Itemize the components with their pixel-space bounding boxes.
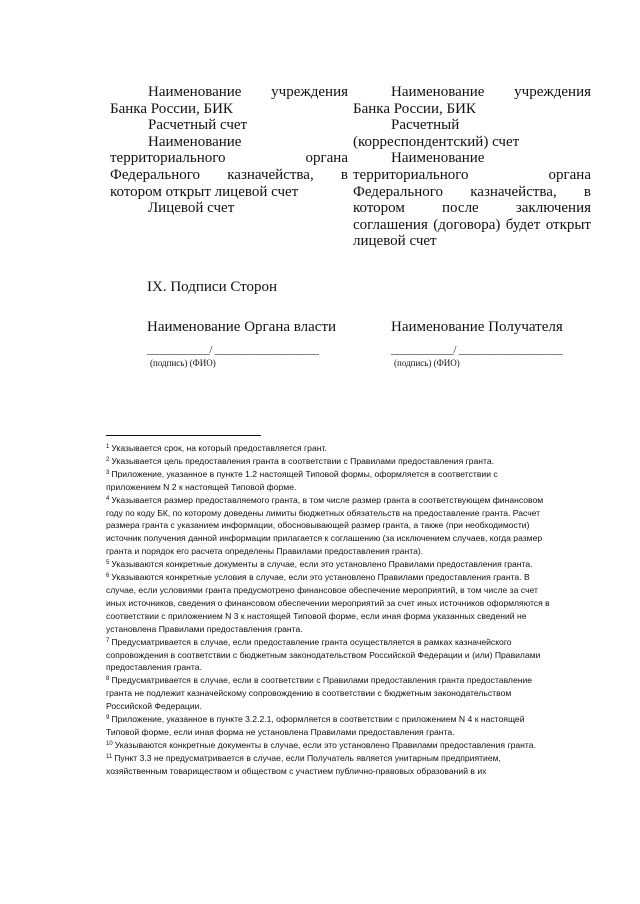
footnote <box>106 713 554 739</box>
signature-line-authority: ____________/ ____________________ <box>147 344 319 356</box>
bank-name-label-cont: Банка России, БИК <box>110 100 233 117</box>
footnote-text: Предусматривается в случае, если в соответствии с Правилами предоставления гранта предоставление гранта не подлежит казначейскому сопровождению в соответствии с бюджетным законодательством Российской Федерации. <box>106 675 533 712</box>
footnote <box>106 739 554 752</box>
footnote-text: Предусматривается в случае, если предоставление гранта осуществляется в рамках казначейского сопровождения в соответствии с бюджетным законодательством Российской Федерации и (или) Правилами предоставления гранта. <box>106 636 541 673</box>
bank-name-label: Наименование учреждения <box>148 84 348 100</box>
footnote-number: 3 <box>106 469 110 476</box>
bank-name-label: Наименование учреждения <box>391 84 591 100</box>
personal-account-label: Лицевой счет <box>148 200 235 217</box>
footnote-number: 4 <box>106 495 110 502</box>
treasury-label: Наименование <box>391 150 485 167</box>
footnote-number: 1 <box>106 444 110 450</box>
signature-caption-recipient: (подпись) (ФИО) <box>394 358 460 368</box>
treasury-label-cont: соглашения (договора) будет открыт <box>353 216 591 233</box>
treasury-label-cont: лицевой счет <box>353 233 437 250</box>
footnote-text: Указываются конкретные документы в случае, если это установлено Правилами предоставления гранта. <box>111 559 533 570</box>
footnote <box>106 468 554 494</box>
treasury-label-cont: территориального органа <box>110 150 348 167</box>
footnote-text: Приложение, указанное в пункте 1.2 настоящей Типовой формы, оформляется в соответствии с приложением N 2 к настоящей Типовой форме. <box>106 468 498 492</box>
footnote-number: 7 <box>106 637 110 644</box>
footnote-number: 8 <box>106 676 110 683</box>
signatory-recipient-name: Наименование Получателя <box>391 319 563 335</box>
recipient-requisites-left <box>110 84 348 217</box>
footnote-text: Указываются конкретные условия в случае, если это установлено Правилами предоставления гранта. В случае, если условиями гранта предусмотрено финансовое обеспечение мероприятий, в том числе за счет иных источников, сведения о финансовом обеспечении мероприятий за счет иных источников оформляются в соответствии с приложением N 3 к настоящей Типовой форме, если иная форма указанных сведений не установлена Правилами предоставления гранта. <box>106 572 550 634</box>
footnote-text: Пункт 3.3 не предусматривается в случае, если Получатель является унитарным предприятием, хозяйственным товариществом и обществом с участием публично-правовых образований в их <box>106 752 501 776</box>
settlement-account-label: Расчетный счет <box>148 117 248 134</box>
footnote-number: 6 <box>106 573 110 580</box>
footnote-text: Указывается срок, на который предоставляется грант. <box>111 443 327 453</box>
footnote-number: 2 <box>106 456 110 463</box>
bank-name-label-cont: Банка России, БИК <box>353 100 476 117</box>
footnote <box>106 636 554 675</box>
footnotes <box>106 442 554 778</box>
signatory-authority-name: Наименование Органа власти <box>147 319 337 335</box>
treasury-label-cont: территориального органа <box>353 166 591 183</box>
settlement-account-label: Расчетный <box>391 117 460 134</box>
settlement-account-label-cont: (корреспондентский) счет <box>353 133 520 150</box>
footnote <box>106 674 554 713</box>
section-title: IX. Подписи Сторон <box>147 279 278 295</box>
footnote-text: Приложение, указанное в пункте 3.2.2.1, оформляется в соответствии с приложением N 4 к настоящей Типовой форме, если иная форма не установлена Правилами предоставления гранта. <box>106 714 525 737</box>
treasury-label-cont: котором открыт лицевой счет <box>110 183 299 200</box>
treasury-label-cont: Федерального казначейства, в <box>353 183 591 200</box>
recipient-requisites-right <box>353 84 591 250</box>
footnote <box>106 571 554 636</box>
signature-caption-authority: (подпись) (ФИО) <box>150 358 216 368</box>
footnote-text: Указывается размер предоставляемого гранта, в том числе размер гранта в соответствующем финансовом году по коду БК, по которому доведены лимиты бюджетных обязательств на предоставление гранта. Расчет размера гранта с указанием информации, обосновывающей размер гранта, а также (при необходимости) источник получения данной информации прилагается к соглашению (за исключением случаев, когда размер гранта и порядок его расчета определены Правилами предоставления гранта). <box>106 494 544 557</box>
footnote-number: 10 <box>106 740 113 747</box>
signature-line-recipient: ____________/ ____________________ <box>391 344 563 356</box>
treasury-label-cont: котором после заключения <box>353 200 591 217</box>
footnote <box>106 442 554 455</box>
footnote <box>106 455 554 468</box>
footnote-number: 9 <box>106 715 110 722</box>
footnote <box>106 558 554 571</box>
footnote-number: 11 <box>106 753 113 760</box>
footnote <box>106 494 554 559</box>
footnote-text: Указываются конкретные документы в случае, если это установлено Правилами предоставления гранта. <box>114 739 536 750</box>
treasury-label-cont: Федерального казначейства, в <box>110 166 348 183</box>
footnote-separator <box>106 435 261 436</box>
footnote-text: Указывается цель предоставления гранта в соответствии с Правилами предоставления гранта. <box>111 455 495 466</box>
footnote <box>106 752 554 778</box>
footnote-number: 5 <box>106 560 110 567</box>
treasury-label: Наименование <box>148 133 242 150</box>
